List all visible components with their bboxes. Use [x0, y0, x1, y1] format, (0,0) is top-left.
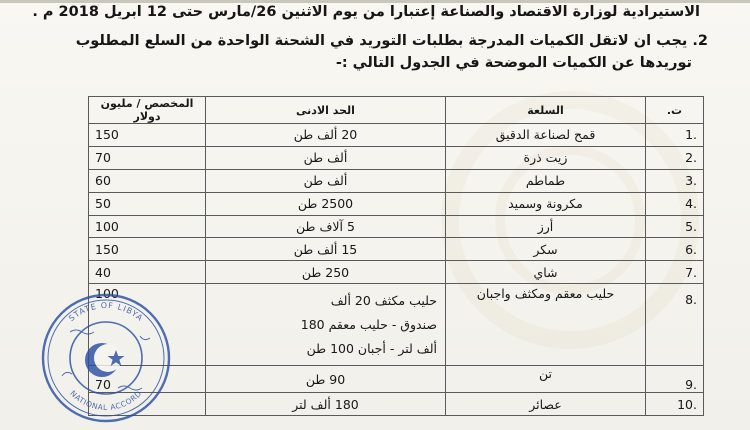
top-rule — [0, 0, 750, 3]
row-commodity: أرز — [446, 215, 646, 238]
row-commodity: طماطم — [446, 169, 646, 192]
row-commodity: زيت ذرة — [446, 146, 646, 169]
row-minimum: ألف طن — [206, 169, 446, 192]
row-number: .3 — [646, 169, 704, 192]
row-number: .1 — [646, 124, 704, 147]
row-allocation: 40 — [89, 261, 206, 284]
table-row — [89, 169, 704, 192]
official-stamp — [40, 292, 172, 424]
row-commodity: قمح لصناعة الدقيق — [446, 124, 646, 147]
row-number: .7 — [646, 261, 704, 284]
row-number: .5 — [646, 215, 704, 238]
row-number: .6 — [646, 238, 704, 261]
row-allocation: 70 — [89, 146, 206, 169]
header-commodity: السلعة — [446, 97, 646, 124]
paragraph-line-1: الاستيرادية لوزارة الاقتصاد والصناعة إعتبارا من يوم الاثنين 26/مارس حتى 12 ابريل 2018 م . — [32, 4, 700, 20]
row-commodity: مكرونة وسميد — [446, 192, 646, 215]
row-minimum-line: حليب مكثف 20 ألف — [330, 292, 437, 308]
row-minimum: 15 ألف طن — [206, 238, 446, 261]
paragraph-line-3: توريدها عن الكميات الموضحة في الجدول التالي :- — [335, 55, 692, 71]
row-minimum-line: ألف لتر - أجبان 100 طن — [306, 340, 437, 356]
svg-text:NATIONAL ACCORD: NATIONAL ACCORD — [68, 388, 144, 413]
row-allocation: 150 — [89, 238, 206, 261]
row-allocation: 150 — [89, 124, 206, 147]
row-minimum: 5 آلاف طن — [206, 215, 446, 238]
row-minimum: 2500 طن — [206, 192, 446, 215]
table-row — [89, 261, 704, 284]
row-minimum-line: صندوق - حليب معقم 180 — [300, 316, 437, 332]
row-minimum: 90 طن — [206, 366, 446, 393]
row-minimum: 250 طن — [206, 261, 446, 284]
table-header-row — [89, 97, 704, 124]
header-number: ت. — [646, 97, 704, 124]
table-row — [89, 284, 704, 366]
row-commodity: شاي — [446, 261, 646, 284]
header-minimum: الحد الادنى — [206, 97, 446, 124]
goods-table — [88, 96, 704, 416]
row-commodity: تن — [446, 366, 646, 393]
row-allocation: 70 — [89, 366, 206, 393]
table-row — [89, 393, 704, 416]
row-allocation: 100 — [89, 284, 206, 366]
table-row — [89, 146, 704, 169]
row-number: .4 — [646, 192, 704, 215]
row-commodity: عصائر — [446, 393, 646, 416]
row-allocation: 100 — [89, 215, 206, 238]
row-minimum: 20 ألف طن — [206, 124, 446, 147]
row-commodity: سكر — [446, 238, 646, 261]
svg-text:STATE OF LIBYA: STATE OF LIBYA — [67, 300, 145, 324]
row-number: .8 — [646, 284, 704, 366]
table-row — [89, 366, 704, 393]
table-row — [89, 124, 704, 147]
paragraph-line-2: 2. يجب ان لاتقل الكميات المدرجة بطلبات التوريد في الشحنة الواحدة من السلع المطلوب — [75, 33, 708, 49]
table-row — [89, 192, 704, 215]
table-row — [89, 238, 704, 261]
header-allocation: المخصص / مليون دولار — [89, 97, 206, 124]
row-allocation: 50 — [89, 192, 206, 215]
row-minimum — [206, 284, 446, 366]
row-number: .2 — [646, 146, 704, 169]
row-number: .10 — [646, 393, 704, 416]
table-row — [89, 215, 704, 238]
row-commodity: حليب معقم ومكثف واجبان — [446, 284, 646, 366]
row-minimum: ألف طن — [206, 146, 446, 169]
row-minimum: 180 ألف لتر — [206, 393, 446, 416]
row-number: .9 — [646, 366, 704, 393]
row-allocation: 60 — [89, 169, 206, 192]
